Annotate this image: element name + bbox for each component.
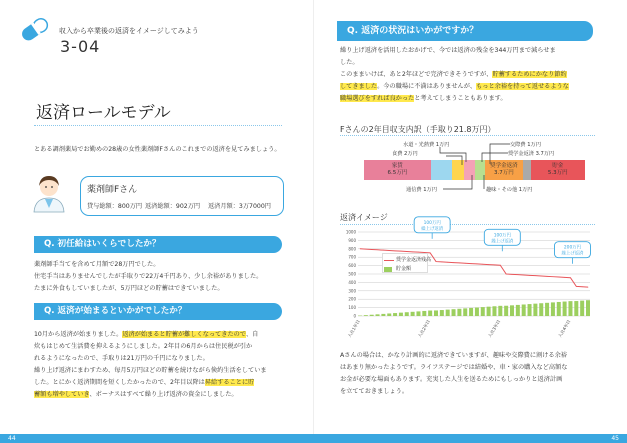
q2-heading: Q. 返済が始まるといかがでしたか？ <box>34 303 282 320</box>
header-number: 3-04 <box>60 37 101 56</box>
savings-bar <box>563 302 567 316</box>
q1-heading: Q. 初任給はいくらでしたか？ <box>34 236 282 253</box>
callout-label: 食費 2万円 <box>392 151 418 157</box>
balance-point <box>401 251 402 252</box>
q2-text: 、ボーナスはすべて繰り上げ返済の資金にしました。 <box>89 391 238 398</box>
balance-point <box>541 276 542 277</box>
y-tick-label: 0 <box>353 313 356 319</box>
savings-bar <box>405 312 409 316</box>
balance-point <box>453 262 454 263</box>
annotation-text: 200万円 <box>563 245 582 251</box>
savings-bar <box>457 309 461 316</box>
closing-line: お金が必要な場面もあります。充実した人生を送るためにもしっかりと返済計画 <box>340 376 563 383</box>
savings-bar <box>399 313 403 316</box>
balance-point <box>488 264 489 265</box>
savings-bar <box>387 313 391 316</box>
q2-highlight: 蓄額も増やしていき <box>34 391 90 398</box>
profile-name: 薬剤師Fさん <box>87 185 138 195</box>
chart-title: 返済イメージ <box>340 213 388 222</box>
savings-bar <box>545 303 549 316</box>
segment-label: 家賃 <box>391 163 403 169</box>
savings-bar <box>504 306 508 316</box>
annotation-text: 繰上げ返済 <box>421 226 444 232</box>
y-tick-label: 600 <box>348 263 356 269</box>
savings-bar <box>364 315 368 316</box>
balance-point <box>395 250 396 251</box>
balance-point <box>360 248 361 249</box>
savings-bar <box>376 314 380 316</box>
balance-point <box>570 277 571 278</box>
balance-point <box>477 264 478 265</box>
annotation-text: 繰上げ返済 <box>491 239 514 245</box>
balance-point <box>465 263 466 264</box>
savings-bar <box>539 303 543 316</box>
x-tick-label: 入社2年目 <box>416 319 432 339</box>
segment-label: 奨学金返済 <box>490 163 518 169</box>
balance-point <box>529 275 530 276</box>
footer-bar <box>0 434 627 443</box>
savings-bar <box>446 310 450 316</box>
y-tick-label: 100 <box>348 305 356 311</box>
q3-highlight: 職場選びをすれば良かった <box>340 95 415 102</box>
legend-bar-label: 貯金額 <box>396 266 412 272</box>
q3-line: 繰り上げ返済を活用したおかげで、今では返済の残金を344万円まで減らせま <box>340 47 556 54</box>
x-tick-label: 入社3年目 <box>487 319 502 339</box>
balance-point <box>494 265 495 266</box>
y-tick-label: 200 <box>348 296 356 302</box>
balance-point <box>500 265 501 266</box>
savings-bar <box>481 307 485 316</box>
y-tick-label: 900 <box>348 237 356 243</box>
closing-line: はあまり無かったようです。ライフステージでは結婚や、車・家の購入など高額な <box>340 364 568 371</box>
q2-highlight: 昇給することに貯 <box>204 379 255 386</box>
y-tick-label: 1000 <box>345 229 356 235</box>
x-tick-label: 入社1年目 <box>346 319 361 339</box>
repayment-chart <box>340 220 600 346</box>
q3-highlight: してきました <box>340 83 378 90</box>
balance-point <box>553 276 554 277</box>
legend-line-swatch <box>384 260 394 261</box>
savings-bar <box>422 311 426 316</box>
balance-point <box>371 249 372 250</box>
balance-point <box>588 287 589 288</box>
balance-point <box>582 286 583 287</box>
q2-line: 炊もはじめて生活費を抑えるようにしました。2年目の6月からは住民税が引か <box>34 343 253 350</box>
savings-bar <box>370 315 374 316</box>
balance-point <box>436 261 437 262</box>
savings-bar <box>528 304 532 316</box>
balance-point <box>506 274 507 275</box>
page-number-right: 45 <box>611 435 619 442</box>
segment-value: 3.7万円 <box>494 170 514 176</box>
callout-label: 趣味・その他 1万円 <box>486 187 533 193</box>
balance-point <box>365 249 366 250</box>
q3-text: このままいけば、あと2年ほどで完済できそうですが、 <box>340 71 493 78</box>
x-tick-label: 入社4年目 <box>557 319 572 339</box>
segment-value: 5.3万円 <box>547 170 568 176</box>
legend-line-label: 奨学金返済残高 <box>396 257 432 263</box>
q2-text: 10月から返済が始まりました。 <box>34 331 123 338</box>
q3-highlight: 貯蓄するためにかなり節約 <box>492 71 567 78</box>
q3-heading: Q. 返済の状況はいかがですか？ <box>337 21 593 41</box>
q2-line: 繰り上げ返済にまわすため、毎月5万円ほどの貯蓄を続けながら倹約生活をしていま <box>34 367 267 374</box>
savings-bar <box>574 301 578 316</box>
balance-point <box>377 249 378 250</box>
savings-bar <box>551 302 555 316</box>
savings-bar <box>411 312 415 316</box>
savings-bar <box>516 305 520 316</box>
savings-bar <box>469 308 473 316</box>
savings-bar <box>440 310 444 316</box>
balance-point <box>441 262 442 263</box>
savings-bar <box>568 301 572 316</box>
savings-bar <box>557 302 561 316</box>
savings-bar <box>533 304 537 316</box>
balance-point <box>512 274 513 275</box>
closing-line: Aさんの場合は、かなり計画的に返済できていますが、趣味や交際費に割ける余裕 <box>340 352 567 359</box>
balance-point <box>389 250 390 251</box>
balance-point <box>523 275 524 276</box>
balance-point <box>482 264 483 265</box>
q1-line: 薬剤師手当てを含めて月額で28万円でした。 <box>34 261 160 268</box>
q2-text: した。とにかく返済期間を短くしたかったので、2年目以降は <box>34 379 205 386</box>
savings-bar <box>463 308 467 316</box>
y-tick-label: 700 <box>348 254 356 260</box>
annotation-text: 繰上げ返済 <box>561 251 584 257</box>
balance-point <box>471 263 472 264</box>
segment-label: 貯金 <box>552 163 564 169</box>
savings-bar <box>580 301 584 316</box>
y-tick-label: 400 <box>348 279 356 285</box>
breakdown-title: Fさんの2年目収支内訳（手取り21.8万円） <box>340 125 496 134</box>
annotation-text: 100万円 <box>493 233 511 239</box>
balance-point <box>430 252 431 253</box>
savings-bar <box>475 308 479 316</box>
savings-bar <box>522 304 526 316</box>
q1-line: たまに外食もしていましたが、5万円ほどの貯蓄はできていました。 <box>34 285 224 292</box>
savings-bar <box>434 310 438 316</box>
q3-text: と考えてしまうこともあります。 <box>414 95 507 102</box>
savings-bar <box>381 314 385 316</box>
savings-bar <box>487 307 491 316</box>
q3-line: した。 <box>340 59 359 66</box>
callout-label: 奨学金返済 3.7万円 <box>508 151 555 157</box>
q2-line: れるようになったので、手取りは21万円の千円になりました。 <box>34 355 209 362</box>
balance-point <box>447 262 448 263</box>
y-tick-label: 500 <box>348 271 356 277</box>
profile-borrow: 貸与総額：800万円 <box>87 203 143 210</box>
callout-label: 通信費 1万円 <box>406 187 437 193</box>
savings-bar <box>416 311 420 316</box>
q2-text: 、自 <box>245 331 259 338</box>
legend-bar-swatch <box>384 267 392 272</box>
balance-point <box>576 286 577 287</box>
balance-point <box>517 274 518 275</box>
annotation-text: 100万円 <box>423 220 441 226</box>
q2-highlight: 返済が始まると貯蓄が難しくなってきたので <box>122 331 246 338</box>
page-title: 返済ロールモデル <box>36 103 171 123</box>
savings-bar <box>452 309 456 316</box>
savings-bar <box>510 305 514 316</box>
q3-text: 。今の職場に不満はありませんが、 <box>377 83 477 90</box>
profile-monthly: 返済月額：3万7000円 <box>208 203 271 210</box>
q1-line: 住宅手当はありませんでしたが手取りで22万4千円あり、少し余裕がありました。 <box>34 273 263 280</box>
balance-point <box>558 277 559 278</box>
balance-point <box>459 263 460 264</box>
callout-label: 水道・光熱費 1万円 <box>403 142 450 148</box>
balance-point <box>564 277 565 278</box>
profile-repay: 返済総額：902万円 <box>145 203 201 210</box>
savings-bar <box>492 306 496 316</box>
balance-point <box>535 275 536 276</box>
savings-bar <box>498 306 502 316</box>
header-subtitle: 収入から卒業後の返済をイメージしてみよう <box>59 27 199 35</box>
balance-point <box>547 276 548 277</box>
q3-highlight: もっと余裕を持って返せるような <box>476 83 569 90</box>
savings-bar <box>586 300 590 316</box>
page-number-left: 44 <box>8 435 16 442</box>
intro-text: とある調剤薬局でお勤めの28歳の女性薬剤師Fさんのこれまでの返済を見てみましょう。 <box>34 146 281 153</box>
closing-line: を立てておきましょう。 <box>340 388 409 395</box>
balance-point <box>383 250 384 251</box>
y-tick-label: 300 <box>348 288 356 294</box>
y-tick-label: 800 <box>348 246 356 252</box>
callout-label: 交際費 1万円 <box>510 142 541 148</box>
segment-value: 6.5万円 <box>387 170 408 176</box>
savings-bar <box>428 311 432 316</box>
savings-bar <box>393 313 397 316</box>
balance-point <box>406 251 407 252</box>
